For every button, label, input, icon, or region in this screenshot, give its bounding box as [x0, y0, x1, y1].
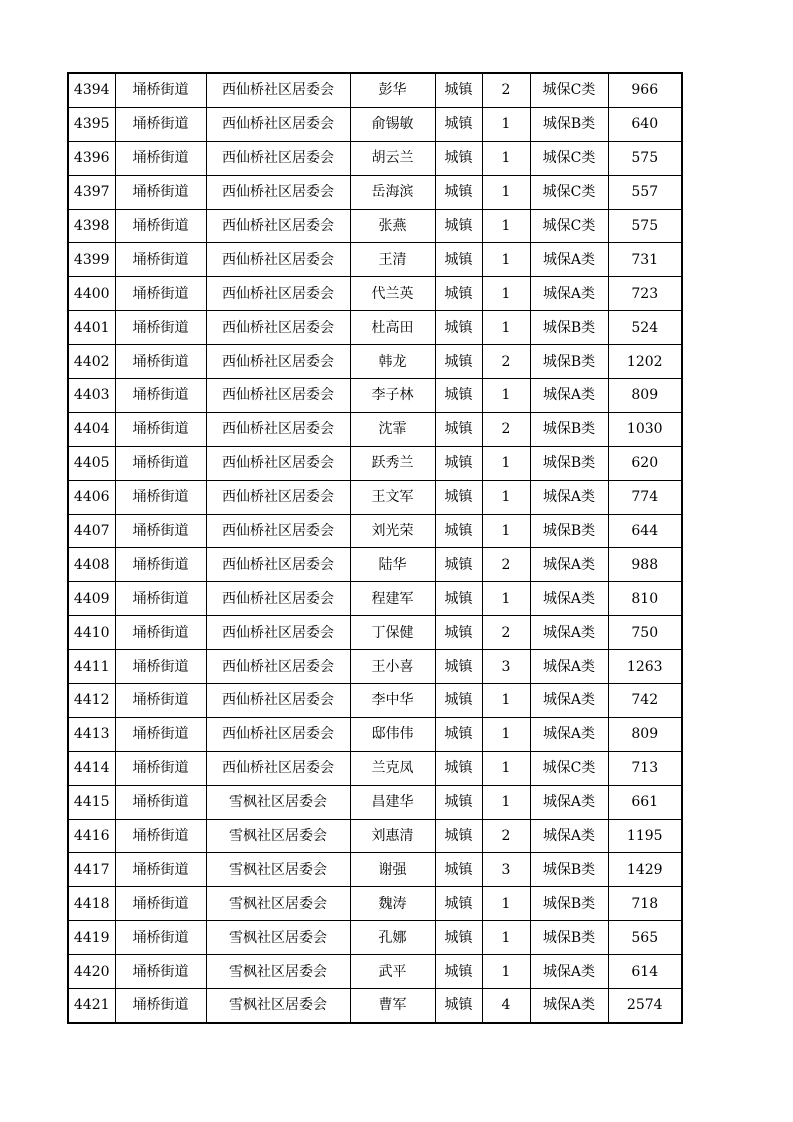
subdistrict-cell: 埇桥街道	[115, 412, 206, 446]
name-cell: 丁保健	[350, 616, 435, 650]
community-cell: 西仙桥社区居委会	[206, 73, 350, 107]
household-type-cell: 城镇	[435, 751, 482, 785]
subdistrict-cell: 埇桥街道	[115, 514, 206, 548]
subdistrict-cell: 埇桥街道	[115, 785, 206, 819]
subdistrict-cell: 埇桥街道	[115, 277, 206, 311]
member-count-cell: 1	[482, 717, 530, 751]
subdistrict-cell: 埇桥街道	[115, 548, 206, 582]
category-cell: 城保A类	[530, 785, 608, 819]
serial-number-cell: 4416	[68, 819, 115, 853]
amount-cell: 723	[608, 277, 682, 311]
serial-number-cell: 4411	[68, 650, 115, 684]
category-cell: 城保B类	[530, 107, 608, 141]
name-cell: 刘光荣	[350, 514, 435, 548]
category-cell: 城保A类	[530, 650, 608, 684]
community-cell: 西仙桥社区居委会	[206, 175, 350, 209]
name-cell: 邸伟伟	[350, 717, 435, 751]
table-row	[68, 175, 682, 209]
table-row	[68, 514, 682, 548]
table-row	[68, 616, 682, 650]
community-cell: 西仙桥社区居委会	[206, 141, 350, 175]
serial-number-cell: 4403	[68, 379, 115, 413]
amount-cell: 1429	[608, 853, 682, 887]
subdistrict-cell: 埇桥街道	[115, 209, 206, 243]
member-count-cell: 1	[482, 141, 530, 175]
household-type-cell: 城镇	[435, 650, 482, 684]
serial-number-cell: 4404	[68, 412, 115, 446]
name-cell: 武平	[350, 955, 435, 989]
community-cell: 西仙桥社区居委会	[206, 277, 350, 311]
amount-cell: 713	[608, 751, 682, 785]
serial-number-cell: 4399	[68, 243, 115, 277]
subdistrict-cell: 埇桥街道	[115, 480, 206, 514]
community-cell: 雪枫社区居委会	[206, 989, 350, 1023]
amount-cell: 988	[608, 548, 682, 582]
category-cell: 城保A类	[530, 955, 608, 989]
category-cell: 城保A类	[530, 684, 608, 718]
category-cell: 城保B类	[530, 446, 608, 480]
household-type-cell: 城镇	[435, 616, 482, 650]
serial-number-cell: 4406	[68, 480, 115, 514]
subdistrict-cell: 埇桥街道	[115, 650, 206, 684]
serial-number-cell: 4418	[68, 887, 115, 921]
name-cell: 代兰英	[350, 277, 435, 311]
name-cell: 跃秀兰	[350, 446, 435, 480]
serial-number-cell: 4412	[68, 684, 115, 718]
table-row	[68, 650, 682, 684]
category-cell: 城保A类	[530, 717, 608, 751]
table-row	[68, 243, 682, 277]
household-type-cell: 城镇	[435, 209, 482, 243]
amount-cell: 644	[608, 514, 682, 548]
household-type-cell: 城镇	[435, 989, 482, 1023]
subdistrict-cell: 埇桥街道	[115, 921, 206, 955]
category-cell: 城保A类	[530, 616, 608, 650]
household-type-cell: 城镇	[435, 480, 482, 514]
serial-number-cell: 4407	[68, 514, 115, 548]
amount-cell: 614	[608, 955, 682, 989]
subdistrict-cell: 埇桥街道	[115, 887, 206, 921]
name-cell: 王清	[350, 243, 435, 277]
amount-cell: 809	[608, 379, 682, 413]
amount-cell: 524	[608, 311, 682, 345]
name-cell: 张燕	[350, 209, 435, 243]
amount-cell: 718	[608, 887, 682, 921]
amount-cell: 565	[608, 921, 682, 955]
amount-cell: 557	[608, 175, 682, 209]
category-cell: 城保B类	[530, 853, 608, 887]
category-cell: 城保A类	[530, 819, 608, 853]
household-type-cell: 城镇	[435, 379, 482, 413]
name-cell: 谢强	[350, 853, 435, 887]
subdistrict-cell: 埇桥街道	[115, 446, 206, 480]
household-type-cell: 城镇	[435, 345, 482, 379]
category-cell: 城保B类	[530, 412, 608, 446]
serial-number-cell: 4394	[68, 73, 115, 107]
household-type-cell: 城镇	[435, 175, 482, 209]
household-type-cell: 城镇	[435, 684, 482, 718]
table-row	[68, 480, 682, 514]
member-count-cell: 2	[482, 819, 530, 853]
amount-cell: 2574	[608, 989, 682, 1023]
serial-number-cell: 4413	[68, 717, 115, 751]
name-cell: 韩龙	[350, 345, 435, 379]
amount-cell: 750	[608, 616, 682, 650]
category-cell: 城保A类	[530, 277, 608, 311]
household-type-cell: 城镇	[435, 141, 482, 175]
member-count-cell: 1	[482, 751, 530, 785]
serial-number-cell: 4396	[68, 141, 115, 175]
subdistrict-cell: 埇桥街道	[115, 853, 206, 887]
member-count-cell: 2	[482, 412, 530, 446]
serial-number-cell: 4419	[68, 921, 115, 955]
table-row	[68, 717, 682, 751]
subdistrict-cell: 埇桥街道	[115, 73, 206, 107]
community-cell: 西仙桥社区居委会	[206, 209, 350, 243]
category-cell: 城保B类	[530, 514, 608, 548]
name-cell: 彭华	[350, 73, 435, 107]
community-cell: 西仙桥社区居委会	[206, 616, 350, 650]
member-count-cell: 1	[482, 514, 530, 548]
community-cell: 西仙桥社区居委会	[206, 548, 350, 582]
subdistrict-cell: 埇桥街道	[115, 989, 206, 1023]
table-row	[68, 989, 682, 1023]
name-cell: 孔娜	[350, 921, 435, 955]
table-row	[68, 141, 682, 175]
subdistrict-cell: 埇桥街道	[115, 751, 206, 785]
category-cell: 城保B类	[530, 921, 608, 955]
subdistrict-cell: 埇桥街道	[115, 243, 206, 277]
member-count-cell: 1	[482, 107, 530, 141]
subdistrict-cell: 埇桥街道	[115, 345, 206, 379]
name-cell: 刘惠清	[350, 819, 435, 853]
household-type-cell: 城镇	[435, 73, 482, 107]
category-cell: 城保B类	[530, 887, 608, 921]
roster-table	[67, 72, 683, 1024]
name-cell: 沈霏	[350, 412, 435, 446]
serial-number-cell: 4398	[68, 209, 115, 243]
amount-cell: 1030	[608, 412, 682, 446]
member-count-cell: 1	[482, 921, 530, 955]
member-count-cell: 1	[482, 209, 530, 243]
name-cell: 岳海滨	[350, 175, 435, 209]
name-cell: 王小喜	[350, 650, 435, 684]
table-row	[68, 73, 682, 107]
community-cell: 西仙桥社区居委会	[206, 345, 350, 379]
member-count-cell: 2	[482, 73, 530, 107]
table-row	[68, 921, 682, 955]
category-cell: 城保B类	[530, 311, 608, 345]
member-count-cell: 1	[482, 785, 530, 819]
table-row	[68, 412, 682, 446]
table-row	[68, 311, 682, 345]
community-cell: 西仙桥社区居委会	[206, 717, 350, 751]
amount-cell: 742	[608, 684, 682, 718]
member-count-cell: 1	[482, 243, 530, 277]
amount-cell: 1195	[608, 819, 682, 853]
household-type-cell: 城镇	[435, 853, 482, 887]
serial-number-cell: 4409	[68, 582, 115, 616]
subdistrict-cell: 埇桥街道	[115, 107, 206, 141]
member-count-cell: 1	[482, 887, 530, 921]
table-row	[68, 548, 682, 582]
category-cell: 城保A类	[530, 548, 608, 582]
member-count-cell: 1	[482, 955, 530, 989]
amount-cell: 966	[608, 73, 682, 107]
serial-number-cell: 4414	[68, 751, 115, 785]
household-type-cell: 城镇	[435, 887, 482, 921]
category-cell: 城保C类	[530, 73, 608, 107]
community-cell: 雪枫社区居委会	[206, 853, 350, 887]
name-cell: 李中华	[350, 684, 435, 718]
serial-number-cell: 4420	[68, 955, 115, 989]
serial-number-cell: 4401	[68, 311, 115, 345]
table-row	[68, 785, 682, 819]
name-cell: 昌建华	[350, 785, 435, 819]
amount-cell: 731	[608, 243, 682, 277]
table-row	[68, 819, 682, 853]
roster-body	[68, 73, 682, 1023]
household-type-cell: 城镇	[435, 514, 482, 548]
community-cell: 西仙桥社区居委会	[206, 243, 350, 277]
name-cell: 陆华	[350, 548, 435, 582]
table-row	[68, 345, 682, 379]
community-cell: 西仙桥社区居委会	[206, 684, 350, 718]
serial-number-cell: 4405	[68, 446, 115, 480]
community-cell: 西仙桥社区居委会	[206, 311, 350, 345]
serial-number-cell: 4415	[68, 785, 115, 819]
member-count-cell: 1	[482, 582, 530, 616]
table-row	[68, 277, 682, 311]
community-cell: 西仙桥社区居委会	[206, 446, 350, 480]
serial-number-cell: 4421	[68, 989, 115, 1023]
member-count-cell: 1	[482, 446, 530, 480]
amount-cell: 809	[608, 717, 682, 751]
community-cell: 西仙桥社区居委会	[206, 379, 350, 413]
member-count-cell: 2	[482, 616, 530, 650]
community-cell: 西仙桥社区居委会	[206, 751, 350, 785]
name-cell: 王文军	[350, 480, 435, 514]
category-cell: 城保A类	[530, 989, 608, 1023]
name-cell: 杜高田	[350, 311, 435, 345]
table-row	[68, 209, 682, 243]
member-count-cell: 2	[482, 345, 530, 379]
community-cell: 雪枫社区居委会	[206, 785, 350, 819]
name-cell: 兰克凤	[350, 751, 435, 785]
category-cell: 城保A类	[530, 480, 608, 514]
household-type-cell: 城镇	[435, 446, 482, 480]
member-count-cell: 1	[482, 684, 530, 718]
amount-cell: 661	[608, 785, 682, 819]
table-row	[68, 955, 682, 989]
table-row	[68, 853, 682, 887]
category-cell: 城保A类	[530, 243, 608, 277]
name-cell: 程建军	[350, 582, 435, 616]
community-cell: 西仙桥社区居委会	[206, 412, 350, 446]
amount-cell: 1263	[608, 650, 682, 684]
amount-cell: 575	[608, 209, 682, 243]
household-type-cell: 城镇	[435, 243, 482, 277]
name-cell: 胡云兰	[350, 141, 435, 175]
member-count-cell: 1	[482, 480, 530, 514]
amount-cell: 1202	[608, 345, 682, 379]
household-type-cell: 城镇	[435, 717, 482, 751]
member-count-cell: 3	[482, 650, 530, 684]
community-cell: 雪枫社区居委会	[206, 887, 350, 921]
serial-number-cell: 4410	[68, 616, 115, 650]
amount-cell: 640	[608, 107, 682, 141]
subdistrict-cell: 埇桥街道	[115, 582, 206, 616]
member-count-cell: 1	[482, 175, 530, 209]
subdistrict-cell: 埇桥街道	[115, 616, 206, 650]
table-row	[68, 107, 682, 141]
household-type-cell: 城镇	[435, 955, 482, 989]
household-type-cell: 城镇	[435, 412, 482, 446]
table-row	[68, 379, 682, 413]
community-cell: 雪枫社区居委会	[206, 819, 350, 853]
serial-number-cell: 4400	[68, 277, 115, 311]
name-cell: 李子林	[350, 379, 435, 413]
table-row	[68, 751, 682, 785]
household-type-cell: 城镇	[435, 277, 482, 311]
serial-number-cell: 4402	[68, 345, 115, 379]
household-type-cell: 城镇	[435, 582, 482, 616]
community-cell: 西仙桥社区居委会	[206, 582, 350, 616]
subdistrict-cell: 埇桥街道	[115, 717, 206, 751]
member-count-cell: 1	[482, 379, 530, 413]
household-type-cell: 城镇	[435, 785, 482, 819]
name-cell: 魏涛	[350, 887, 435, 921]
table-row	[68, 887, 682, 921]
community-cell: 西仙桥社区居委会	[206, 650, 350, 684]
community-cell: 西仙桥社区居委会	[206, 514, 350, 548]
amount-cell: 774	[608, 480, 682, 514]
community-cell: 西仙桥社区居委会	[206, 107, 350, 141]
amount-cell: 620	[608, 446, 682, 480]
category-cell: 城保B类	[530, 345, 608, 379]
table-row	[68, 684, 682, 718]
household-type-cell: 城镇	[435, 921, 482, 955]
serial-number-cell: 4397	[68, 175, 115, 209]
name-cell: 俞锡敏	[350, 107, 435, 141]
community-cell: 雪枫社区居委会	[206, 955, 350, 989]
member-count-cell: 2	[482, 548, 530, 582]
member-count-cell: 1	[482, 311, 530, 345]
serial-number-cell: 4408	[68, 548, 115, 582]
category-cell: 城保C类	[530, 209, 608, 243]
household-type-cell: 城镇	[435, 311, 482, 345]
household-type-cell: 城镇	[435, 819, 482, 853]
amount-cell: 810	[608, 582, 682, 616]
subdistrict-cell: 埇桥街道	[115, 955, 206, 989]
subdistrict-cell: 埇桥街道	[115, 141, 206, 175]
subdistrict-cell: 埇桥街道	[115, 819, 206, 853]
member-count-cell: 1	[482, 277, 530, 311]
subdistrict-cell: 埇桥街道	[115, 311, 206, 345]
community-cell: 雪枫社区居委会	[206, 921, 350, 955]
amount-cell: 575	[608, 141, 682, 175]
household-type-cell: 城镇	[435, 107, 482, 141]
household-type-cell: 城镇	[435, 548, 482, 582]
table-row	[68, 582, 682, 616]
member-count-cell: 3	[482, 853, 530, 887]
subdistrict-cell: 埇桥街道	[115, 379, 206, 413]
subdistrict-cell: 埇桥街道	[115, 175, 206, 209]
subdistrict-cell: 埇桥街道	[115, 684, 206, 718]
serial-number-cell: 4417	[68, 853, 115, 887]
category-cell: 城保C类	[530, 751, 608, 785]
category-cell: 城保C类	[530, 141, 608, 175]
category-cell: 城保A类	[530, 379, 608, 413]
category-cell: 城保C类	[530, 175, 608, 209]
table-row	[68, 446, 682, 480]
serial-number-cell: 4395	[68, 107, 115, 141]
community-cell: 西仙桥社区居委会	[206, 480, 350, 514]
name-cell: 曹军	[350, 989, 435, 1023]
category-cell: 城保A类	[530, 582, 608, 616]
member-count-cell: 4	[482, 989, 530, 1023]
